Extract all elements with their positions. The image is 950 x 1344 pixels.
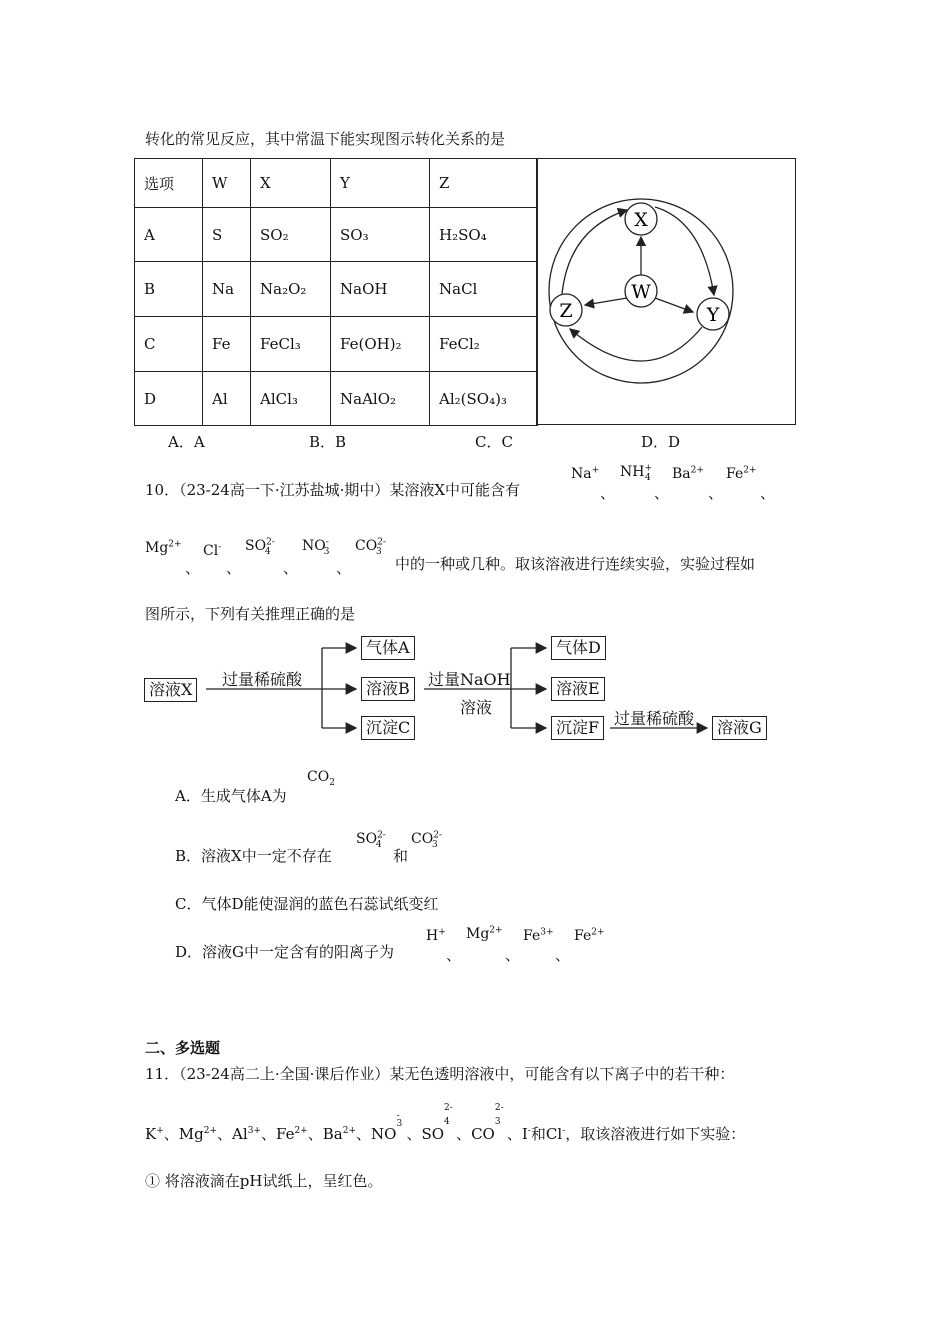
- node-x-label: X: [634, 209, 648, 231]
- ion-cl: Cl-: [203, 542, 222, 559]
- table-cell: Al: [203, 372, 251, 426]
- ion-co2: $CO_2$: [307, 769, 335, 788]
- flow-reagent2-line1: 过量NaOH: [428, 670, 511, 689]
- separator: 、: [708, 484, 724, 502]
- table-cell: SO₃: [331, 208, 430, 262]
- table-cell: FeCl₂: [430, 317, 538, 372]
- separator: 、: [600, 484, 616, 502]
- arrow-w-to-y: [655, 298, 693, 312]
- q10-option-d[interactable]: D．溶液G中一定含有的阳离子为: [175, 943, 395, 961]
- table-cell: Na₂O₂: [251, 262, 331, 317]
- section-heading: 二、多选题: [145, 1039, 221, 1057]
- table-cell: Na: [203, 262, 251, 317]
- cycle-diagram-box: [536, 158, 796, 425]
- separator: 、: [226, 559, 242, 577]
- separator: 、: [283, 559, 299, 577]
- ion-na: Na+: [571, 465, 600, 482]
- arrow-z-to-x: [562, 210, 627, 294]
- table-cell: SO₂: [251, 208, 331, 262]
- table-cell: NaCl: [430, 262, 538, 317]
- arrow-y-to-z: [570, 327, 702, 361]
- q10-option-a[interactable]: A．生成气体A为: [175, 787, 287, 805]
- table-cell: C: [135, 317, 203, 372]
- table-cell: NaOH: [331, 262, 430, 317]
- table-header-cell: Z: [430, 159, 538, 208]
- q10-option-b[interactable]: B．溶液X中一定不存在: [175, 847, 332, 865]
- options-table: [134, 158, 538, 426]
- table-cell: S: [203, 208, 251, 262]
- table-cell: Al₂(SO₄)₃: [430, 372, 538, 426]
- q11-step1: ① 将溶液滴在pH试纸上，呈红色。: [145, 1172, 383, 1190]
- table-row: [135, 262, 538, 317]
- flow-gas-a: 气体A: [361, 636, 415, 660]
- flow-sol-x: 溶液X: [144, 678, 197, 702]
- node-y-label: Y: [706, 304, 720, 326]
- q11-ions-line: K+、$Mg^{2+}$、$Al^{3+}$、$Fe^{2+}$、$Ba^{2+}$、NO - 3 、SO 2- 4 、CO 2- 3 、I-和Cl-，取该溶液进行如下实验：: [145, 1103, 746, 1143]
- table-cell: A: [135, 208, 203, 262]
- ion-mg: $Mg^{2+}$: [145, 539, 182, 556]
- ion-fe2: $Fe^{2+}$: [574, 927, 605, 944]
- table-cell: FeCl₃: [251, 317, 331, 372]
- table-cell: AlCl₃: [251, 372, 331, 426]
- ion-nh4: $NH^+_4$: [620, 463, 653, 483]
- q11-stem: 11．（23-24高二上·全国·课后作业）某无色透明溶液中，可能含有以下离子中的若干种：: [145, 1065, 735, 1083]
- flow-reagent2-line2: 溶液: [460, 698, 493, 717]
- table-cell: B: [135, 262, 203, 317]
- flow-sol-g: 溶液G: [712, 716, 767, 740]
- table-row: [135, 372, 538, 426]
- q10-stem-line3: 图所示，下列有关推理正确的是: [145, 605, 356, 623]
- and-text: 和: [393, 847, 409, 865]
- arrow-x-to-y: [655, 207, 714, 295]
- ion-so4: $SO^{2-}_4$: [245, 537, 275, 557]
- separator: 、: [555, 946, 571, 964]
- separator: 、: [760, 484, 776, 502]
- choice-b[interactable]: B．B: [309, 433, 347, 451]
- cycle-diagram: [537, 159, 795, 424]
- separator: 、: [446, 946, 462, 964]
- separator: 、: [185, 559, 201, 577]
- ion-fe: $Fe^{2+}$: [726, 465, 757, 482]
- table-cell: NaAlO₂: [331, 372, 430, 426]
- choice-d[interactable]: D．D: [641, 433, 681, 451]
- flow-sol-e: 溶液E: [551, 677, 605, 701]
- table-cell: Fe(OH)₂: [331, 317, 430, 372]
- ion-mg: $Mg^{2+}$: [466, 925, 503, 942]
- table-row: [135, 208, 538, 262]
- table-cell: D: [135, 372, 203, 426]
- table-header-row: [135, 159, 538, 208]
- intro-line: 转化的常见反应，其中常温下能实现图示转化关系的是: [145, 130, 506, 148]
- q10-stem-suffix: 中的一种或几种。取该溶液进行连续实验，实验过程如: [395, 555, 756, 573]
- ion-h: H+: [426, 927, 446, 944]
- separator: 、: [654, 484, 670, 502]
- ion-co3: $CO^{2-}_3$: [411, 830, 442, 850]
- separator: 、: [505, 946, 521, 964]
- node-w-label: W: [631, 281, 651, 303]
- ion-so4: $SO^{2-}_4$: [356, 830, 386, 850]
- table-header-cell: 选项: [135, 159, 203, 208]
- table-header-cell: W: [203, 159, 251, 208]
- choice-c[interactable]: C．C: [475, 433, 513, 451]
- choice-a[interactable]: A．A: [168, 433, 205, 451]
- flow-sol-b: 溶液B: [361, 677, 415, 701]
- ion-no3: $NO^-_3$: [302, 537, 330, 557]
- flow-ppt-f: 沉淀F: [551, 716, 604, 740]
- ion-fe3: $Fe^{3+}$: [523, 927, 554, 944]
- ion-co3: $CO^{2-}_3$: [355, 537, 386, 557]
- separator: 、: [336, 559, 352, 577]
- table-cell: H₂SO₄: [430, 208, 538, 262]
- q10-stem-prefix: 10．（23-24高一下·江苏盐城·期中）某溶液X中可能含有: [145, 481, 521, 499]
- node-z-label: Z: [559, 300, 573, 322]
- ion-ba: $Ba^{2+}$: [672, 465, 704, 482]
- flow-reagent3: 过量稀硫酸: [614, 709, 695, 728]
- flow-reagent1: 过量稀硫酸: [222, 670, 303, 689]
- flow-gas-d: 气体D: [551, 636, 606, 660]
- arrow-w-to-z: [585, 298, 627, 305]
- table-header-cell: Y: [331, 159, 430, 208]
- flow-ppt-c: 沉淀C: [361, 716, 415, 740]
- table-header-cell: X: [251, 159, 331, 208]
- table-cell: Fe: [203, 317, 251, 372]
- q10-option-c[interactable]: C．气体D能使湿润的蓝色石蕊试纸变红: [175, 895, 439, 913]
- table-row: [135, 317, 538, 372]
